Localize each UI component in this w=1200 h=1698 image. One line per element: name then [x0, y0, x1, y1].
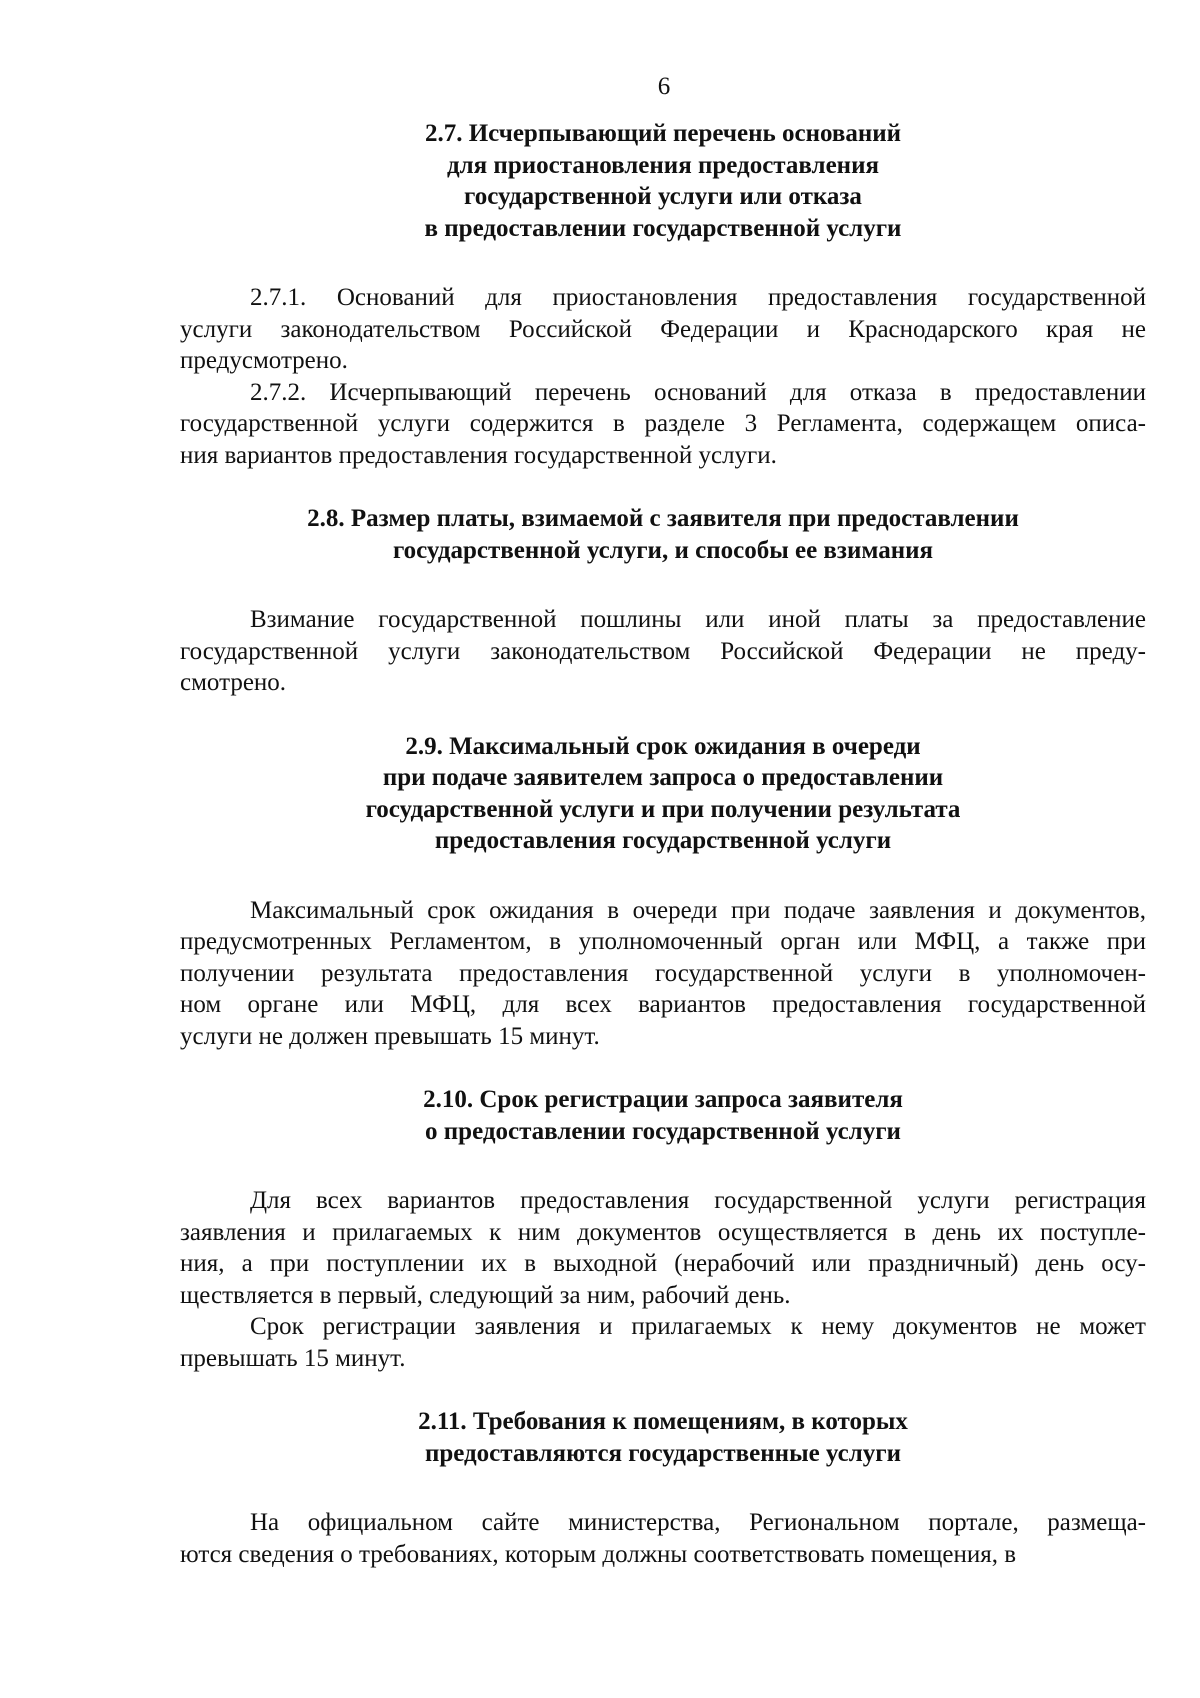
paragraph-line: Максимальный срок ожидания в очереди при подаче заявления и документов, [250, 896, 1146, 924]
section-heading-line: для приостановления предоставления [446, 151, 880, 179]
section-heading-line: государственной услуги, и способы ее взимания [392, 536, 934, 564]
section-heading-line: 2.7. Исчерпывающий перечень оснований [424, 120, 902, 147]
paragraph-line: предусмотрено. [180, 347, 348, 374]
paragraph-line: Для всех вариантов предоставления государственной услуги регистрация [250, 1187, 1146, 1214]
section-heading [180, 1406, 1146, 1469]
paragraph-line: предусмотренных Регламентом, в уполномоченный орган или МФЦ, а также при [180, 928, 1146, 955]
paragraph-line: 2.7.1. Оснований для приостановления предоставления государственной [250, 284, 1146, 311]
paragraph-line: государственной услуги законодательством Российской Федерации не преду- [180, 637, 1146, 665]
paragraph-line: ном органе или МФЦ, для всех вариантов предоставления государственной [180, 991, 1146, 1018]
section-heading-line: предоставляются государственные услуги [424, 1439, 902, 1467]
paragraph-line: получении результата предоставления государственной услуги в уполномочен- [180, 959, 1146, 987]
paragraph-line: ществляется в первый, следующий за ним, рабочий день. [180, 1281, 791, 1309]
section-heading [180, 731, 1146, 857]
paragraph [180, 1311, 1146, 1374]
paragraph-line: смотрено. [180, 669, 287, 696]
document-body [180, 118, 1146, 1602]
page-number: 6 [657, 73, 671, 100]
paragraph [180, 604, 1146, 699]
section-heading [180, 118, 1146, 244]
paragraph-line: превышать 15 минут. [180, 1344, 406, 1372]
section-heading [180, 503, 1146, 566]
section-heading-line: государственной услуги или отказа [464, 183, 862, 210]
section-heading-line: государственной услуги и при получении результата [365, 795, 961, 823]
paragraph-line: услуги не должен превышать 15 минут. [180, 1022, 600, 1050]
paragraph-line: ются сведения о требованиях, которым должны соответствовать помещения, в [180, 1540, 1017, 1568]
paragraph-line: услуги законодательством Российской Федерации и Краснодарского края не [180, 315, 1146, 343]
section-heading-line: 2.10. Срок регистрации запроса заявителя [423, 1086, 903, 1113]
section-heading-line: предоставления государственной услуги [434, 827, 892, 854]
section-heading-line: 2.8. Размер платы, взимаемой с заявителя при предоставлении [307, 505, 1019, 532]
paragraph-line: Срок регистрации заявления и прилагаемых к нему документов не может [250, 1313, 1146, 1340]
paragraph-line: заявления и прилагаемых к ним документов осуществляется в день их поступле- [180, 1218, 1146, 1246]
paragraph-line: ния вариантов предоставления государственной услуги. [180, 441, 777, 469]
paragraph [180, 895, 1146, 1053]
paragraph [180, 377, 1146, 472]
paragraph-line: Взимание государственной пошлины или иной платы за предоставление [250, 606, 1146, 633]
section-heading-line: 2.9. Максимальный срок ожидания в очереди [405, 732, 921, 760]
section-heading-line: о предоставлении государственной услуги [425, 1117, 901, 1145]
paragraph-line: государственной услуги содержится в разделе 3 Регламента, содержащем описа- [180, 410, 1146, 437]
section-heading-line: 2.11. Требования к помещениям, в которых [418, 1408, 908, 1435]
section-heading-line: в предоставлении государственной услуги [424, 214, 902, 242]
paragraph [180, 282, 1146, 377]
paragraph [180, 1507, 1146, 1570]
paragraph [180, 1185, 1146, 1311]
paragraph-line: 2.7.2. Исчерпывающий перечень оснований для отказа в предоставлении [250, 378, 1146, 406]
section-heading [180, 1084, 1146, 1147]
paragraph-line: ния, а при поступлении их в выходной (нерабочий или праздничный) день осу- [180, 1250, 1146, 1277]
section-heading-line: при подаче заявителем запроса о предоставлении [382, 764, 944, 791]
paragraph-line: На официальном сайте министерства, Региональном портале, размеща- [250, 1509, 1146, 1536]
